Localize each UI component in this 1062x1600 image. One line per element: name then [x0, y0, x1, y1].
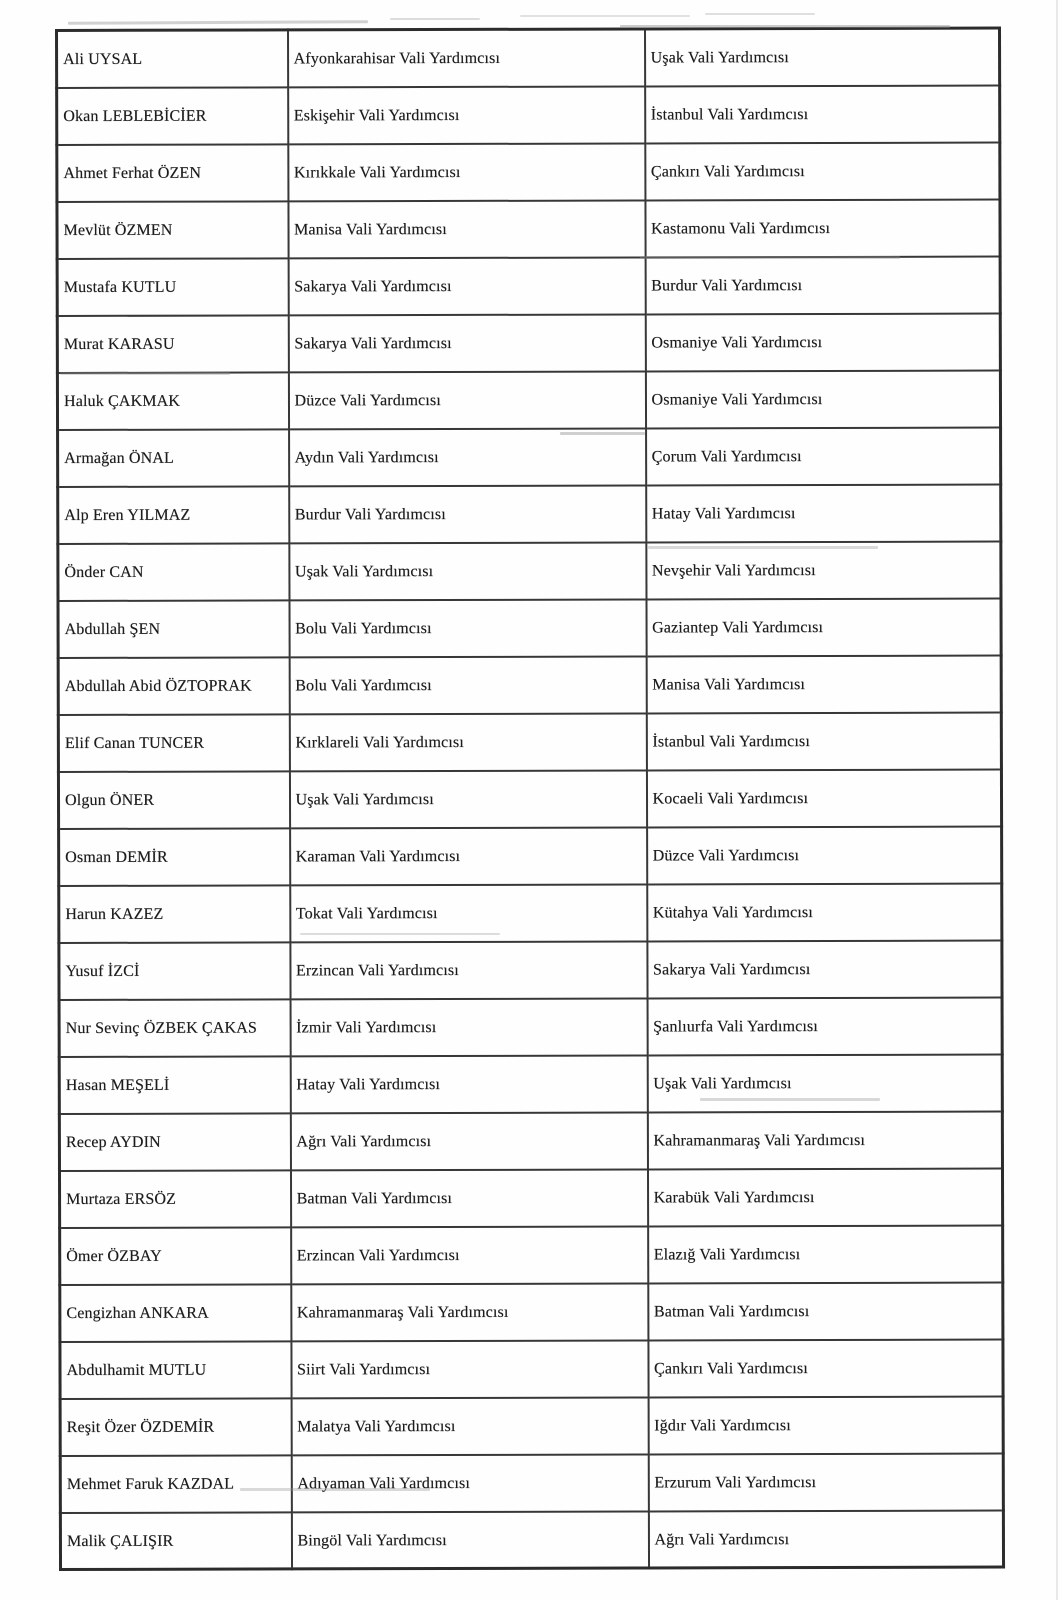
- cell-person-name: Alp Eren YILMAZ: [58, 486, 289, 544]
- cell-person-name: Murtaza ERSÖZ: [59, 1170, 290, 1228]
- table-row: [59, 940, 1002, 999]
- cell-new-position: Nevşehir Vali Yardımcısı: [646, 541, 1001, 599]
- cell-current-position: Malatya Vali Yardımcısı: [291, 1397, 648, 1455]
- table-row: [57, 142, 1000, 201]
- table-row: [57, 370, 1000, 429]
- cell-person-name: Reşit Özer ÖZDEMİR: [60, 1398, 291, 1456]
- cell-new-position: Iğdır Vali Yardımcısı: [648, 1396, 1003, 1454]
- cell-new-position: Uşak Vali Yardımcısı: [645, 28, 1000, 86]
- cell-current-position: Sakarya Vali Yardımcısı: [288, 257, 645, 315]
- cell-current-position: Manisa Vali Yardımcısı: [288, 200, 645, 258]
- cell-new-position: Elazığ Vali Yardımcısı: [648, 1225, 1003, 1283]
- cell-current-position: Hatay Vali Yardımcısı: [290, 1055, 647, 1113]
- table-row: [58, 712, 1001, 771]
- cell-person-name: Armağan ÖNAL: [58, 429, 289, 487]
- cell-new-position: Çankırı Vali Yardımcısı: [648, 1339, 1003, 1397]
- cell-person-name: Haluk ÇAKMAK: [57, 372, 288, 430]
- cell-new-position: İstanbul Vali Yardımcısı: [646, 712, 1001, 770]
- cell-new-position: İstanbul Vali Yardımcısı: [645, 85, 1000, 143]
- table-row: [59, 883, 1002, 942]
- cell-current-position: İzmir Vali Yardımcısı: [290, 998, 647, 1056]
- cell-current-position: Aydın Vali Yardımcısı: [289, 428, 646, 486]
- scan-artifact: [68, 20, 368, 25]
- cell-person-name: Nur Sevinç ÖZBEK ÇAKAS: [59, 999, 290, 1057]
- cell-new-position: Kastamonu Vali Yardımcısı: [645, 199, 1000, 257]
- table-row: [57, 28, 1000, 87]
- cell-person-name: Olgun ÖNER: [58, 771, 289, 829]
- cell-new-position: Osmaniye Vali Yardımcısı: [645, 313, 1000, 371]
- cell-current-position: Adıyaman Vali Yardımcısı: [291, 1454, 648, 1512]
- cell-person-name: Ömer ÖZBAY: [60, 1227, 291, 1285]
- cell-new-position: Karabük Vali Yardımcısı: [647, 1168, 1002, 1226]
- cell-new-position: Şanlıurfa Vali Yardımcısı: [647, 997, 1002, 1055]
- cell-new-position: Ağrı Vali Yardımcısı: [648, 1510, 1003, 1568]
- table-row: [58, 769, 1001, 828]
- cell-person-name: Cengizhan ANKARA: [60, 1284, 291, 1342]
- table-row: [59, 1111, 1002, 1170]
- cell-person-name: Malik ÇALIŞIR: [60, 1512, 291, 1570]
- cell-person-name: Recep AYDIN: [59, 1113, 290, 1171]
- cell-current-position: Tokat Vali Yardımcısı: [290, 884, 647, 942]
- cell-new-position: Kocaeli Vali Yardımcısı: [646, 769, 1001, 827]
- table-row: [60, 1225, 1003, 1284]
- cell-person-name: Elif Canan TUNCER: [58, 714, 289, 772]
- cell-person-name: Harun KAZEZ: [59, 885, 290, 943]
- table-row: [58, 655, 1001, 714]
- cell-new-position: Manisa Vali Yardımcısı: [646, 655, 1001, 713]
- cell-person-name: Abdulhamit MUTLU: [60, 1341, 291, 1399]
- cell-new-position: Gaziantep Vali Yardımcısı: [646, 598, 1001, 656]
- cell-current-position: Siirt Vali Yardımcısı: [291, 1340, 648, 1398]
- page-edge-shadow: [1056, 0, 1058, 1600]
- cell-current-position: Erzincan Vali Yardımcısı: [291, 1226, 648, 1284]
- table-row: [60, 1339, 1003, 1398]
- cell-person-name: Okan LEBLEBİCİER: [57, 87, 288, 145]
- cell-person-name: Ahmet Ferhat ÖZEN: [57, 144, 288, 202]
- table-row: [58, 484, 1001, 543]
- appointments-table: [55, 27, 1005, 1571]
- cell-current-position: Bolu Vali Yardımcısı: [289, 599, 646, 657]
- table-row: [59, 997, 1002, 1056]
- cell-new-position: Osmaniye Vali Yardımcısı: [645, 370, 1000, 428]
- table-row: [58, 427, 1001, 486]
- cell-current-position: Kırklareli Vali Yardımcısı: [289, 713, 646, 771]
- scan-artifact: [705, 13, 815, 15]
- cell-person-name: Önder CAN: [58, 543, 289, 601]
- table-row: [60, 1510, 1003, 1569]
- cell-person-name: Osman DEMİR: [59, 828, 290, 886]
- cell-new-position: Çorum Vali Yardımcısı: [646, 427, 1001, 485]
- cell-current-position: Kırıkkale Vali Yardımcısı: [288, 143, 645, 201]
- cell-person-name: Yusuf İZCİ: [59, 942, 290, 1000]
- cell-current-position: Uşak Vali Yardımcısı: [289, 770, 646, 828]
- table-row: [57, 199, 1000, 258]
- cell-current-position: Bolu Vali Yardımcısı: [289, 656, 646, 714]
- cell-person-name: Hasan MEŞELİ: [59, 1056, 290, 1114]
- scan-artifact: [390, 18, 480, 20]
- table-row: [59, 1168, 1002, 1227]
- table-row: [60, 1453, 1003, 1512]
- cell-current-position: Kahramanmaraş Vali Yardımcısı: [291, 1283, 648, 1341]
- cell-person-name: Ali UYSAL: [57, 30, 288, 88]
- cell-new-position: Hatay Vali Yardımcısı: [646, 484, 1001, 542]
- table-body: [57, 28, 1004, 1569]
- cell-person-name: Abdullah Abid ÖZTOPRAK: [58, 657, 289, 715]
- cell-current-position: Karaman Vali Yardımcısı: [290, 827, 647, 885]
- cell-new-position: Kahramanmaraş Vali Yardımcısı: [647, 1111, 1002, 1169]
- scan-artifact: [520, 15, 690, 17]
- cell-new-position: Düzce Vali Yardımcısı: [647, 826, 1002, 884]
- cell-new-position: Sakarya Vali Yardımcısı: [647, 940, 1002, 998]
- table-row: [60, 1282, 1003, 1341]
- cell-current-position: Eskişehir Vali Yardımcısı: [288, 86, 645, 144]
- cell-current-position: Düzce Vali Yardımcısı: [288, 371, 645, 429]
- cell-person-name: Abdullah ŞEN: [58, 600, 289, 658]
- cell-new-position: Uşak Vali Yardımcısı: [647, 1054, 1002, 1112]
- table-row: [60, 1396, 1003, 1455]
- cell-person-name: Mevlüt ÖZMEN: [57, 201, 288, 259]
- cell-current-position: Sakarya Vali Yardımcısı: [288, 314, 645, 372]
- cell-current-position: Burdur Vali Yardımcısı: [289, 485, 646, 543]
- cell-new-position: Erzurum Vali Yardımcısı: [648, 1453, 1003, 1511]
- cell-current-position: Bingöl Vali Yardımcısı: [291, 1511, 648, 1569]
- cell-person-name: Mehmet Faruk KAZDAL: [60, 1455, 291, 1513]
- cell-current-position: Ağrı Vali Yardımcısı: [290, 1112, 647, 1170]
- cell-current-position: Batman Vali Yardımcısı: [290, 1169, 647, 1227]
- table-row: [59, 1054, 1002, 1113]
- table-row: [57, 256, 1000, 315]
- cell-current-position: Afyonkarahisar Vali Yardımcısı: [288, 29, 645, 87]
- table-row: [59, 826, 1002, 885]
- cell-current-position: Erzincan Vali Yardımcısı: [290, 941, 647, 999]
- table-row: [57, 85, 1000, 144]
- cell-new-position: Kütahya Vali Yardımcısı: [647, 883, 1002, 941]
- cell-person-name: Mustafa KUTLU: [57, 258, 288, 316]
- cell-new-position: Burdur Vali Yardımcısı: [645, 256, 1000, 314]
- cell-person-name: Murat KARASU: [57, 315, 288, 373]
- cell-new-position: Çankırı Vali Yardımcısı: [645, 142, 1000, 200]
- table-row: [57, 313, 1000, 372]
- table-row: [58, 598, 1001, 657]
- cell-new-position: Batman Vali Yardımcısı: [648, 1282, 1003, 1340]
- table-row: [58, 541, 1001, 600]
- cell-current-position: Uşak Vali Yardımcısı: [289, 542, 646, 600]
